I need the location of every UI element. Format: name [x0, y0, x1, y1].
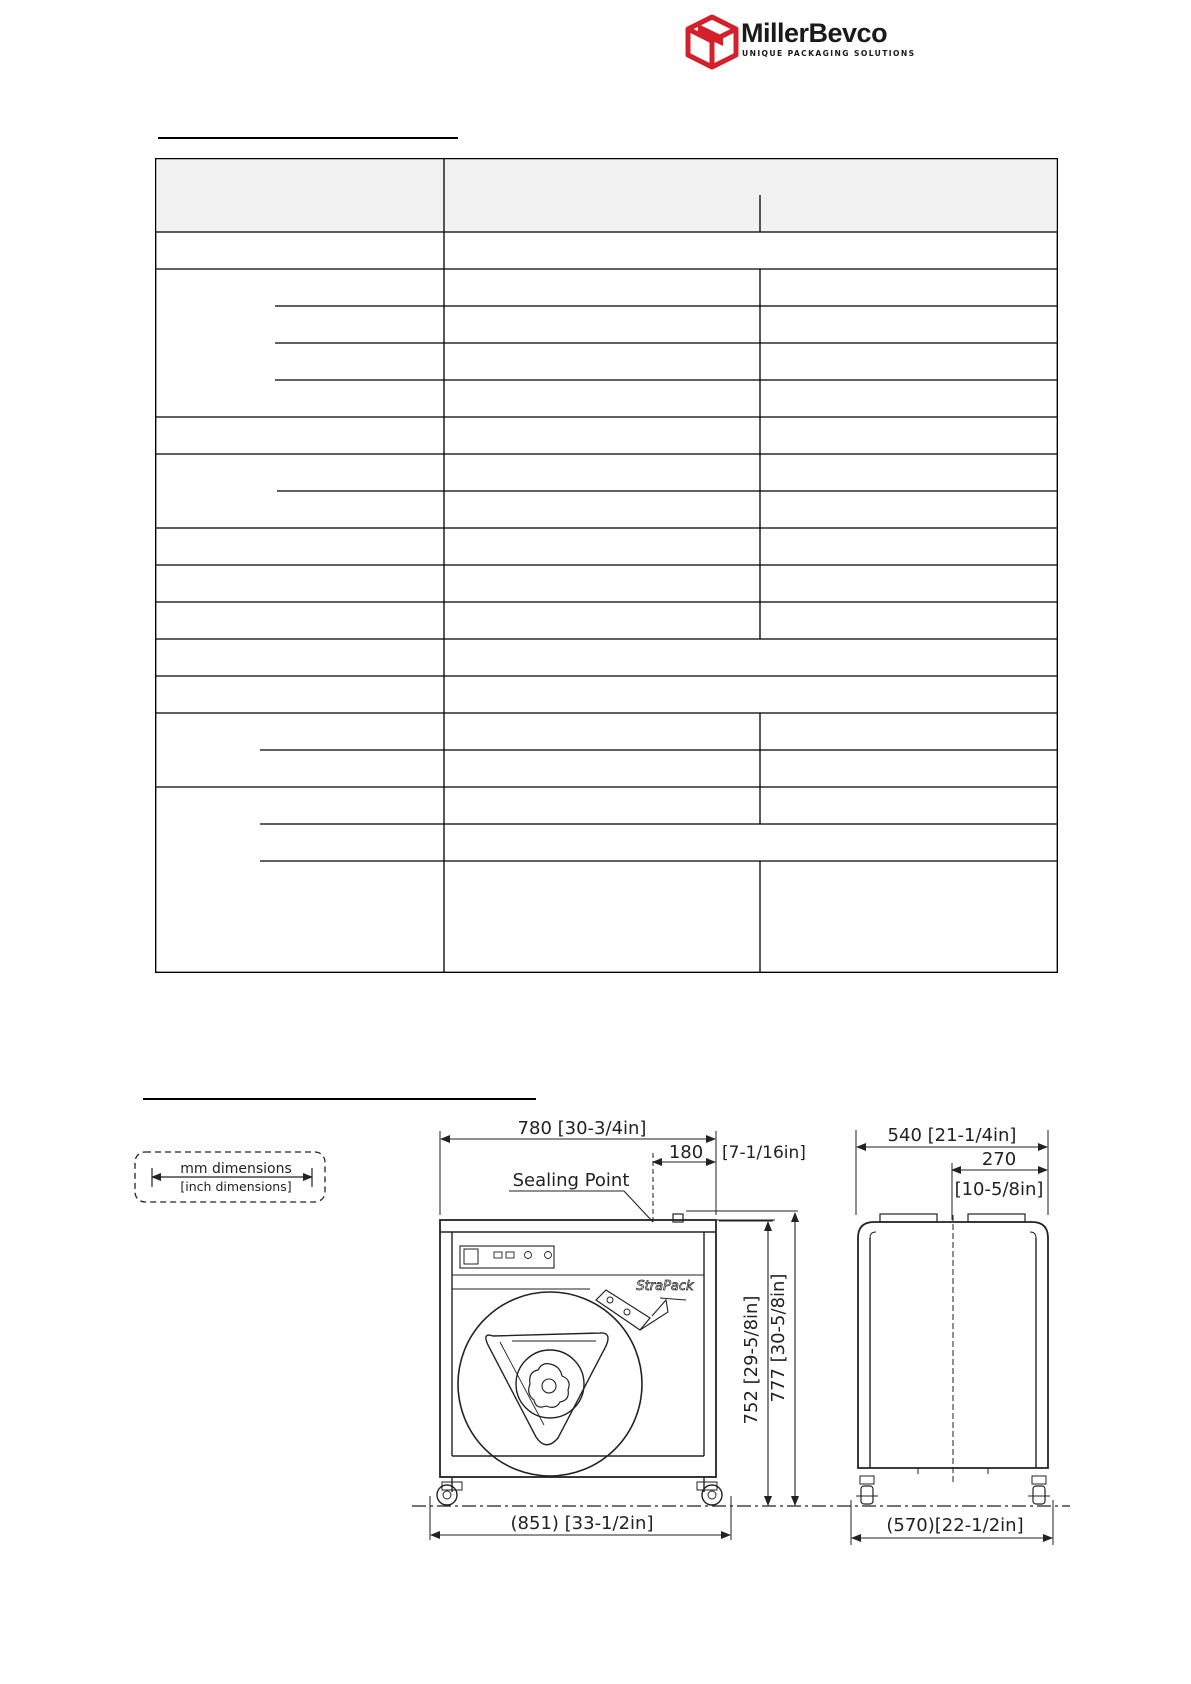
dim-seal-offset-inch: [7-1/16in] [722, 1143, 806, 1163]
machine-brand-label: StraPack [636, 1279, 694, 1294]
brand-name: MillerBevco [741, 18, 888, 48]
legend-inch-label: [inch dimensions] [180, 1179, 292, 1194]
dim-overall-width-bottom: (851) [33-1/2in] [510, 1513, 654, 1534]
brand-tagline: UNIQUE PACKAGING SOLUTIONS [742, 49, 916, 58]
dimension-legend [135, 1152, 325, 1202]
dim-side-width-top: 540 [21-1/4in] [887, 1125, 1017, 1146]
dim-side-half-inch: [10-5/8in] [954, 1179, 1044, 1200]
sealing-point-label: Sealing Point [512, 1170, 630, 1191]
legend-mm-label: mm dimensions [180, 1161, 292, 1177]
dim-side-width-bottom: (570)[22-1/2in] [886, 1515, 1024, 1536]
dim-seal-offset: 180 [668, 1142, 704, 1163]
dim-side-half: 270 [981, 1149, 1017, 1170]
dim-height-total: 777 [30-5/8in] [768, 1273, 789, 1403]
dim-overall-width-top: 780 [30-3/4in] [517, 1118, 647, 1139]
dim-height-table: 752 [29-5/8in] [741, 1295, 762, 1425]
